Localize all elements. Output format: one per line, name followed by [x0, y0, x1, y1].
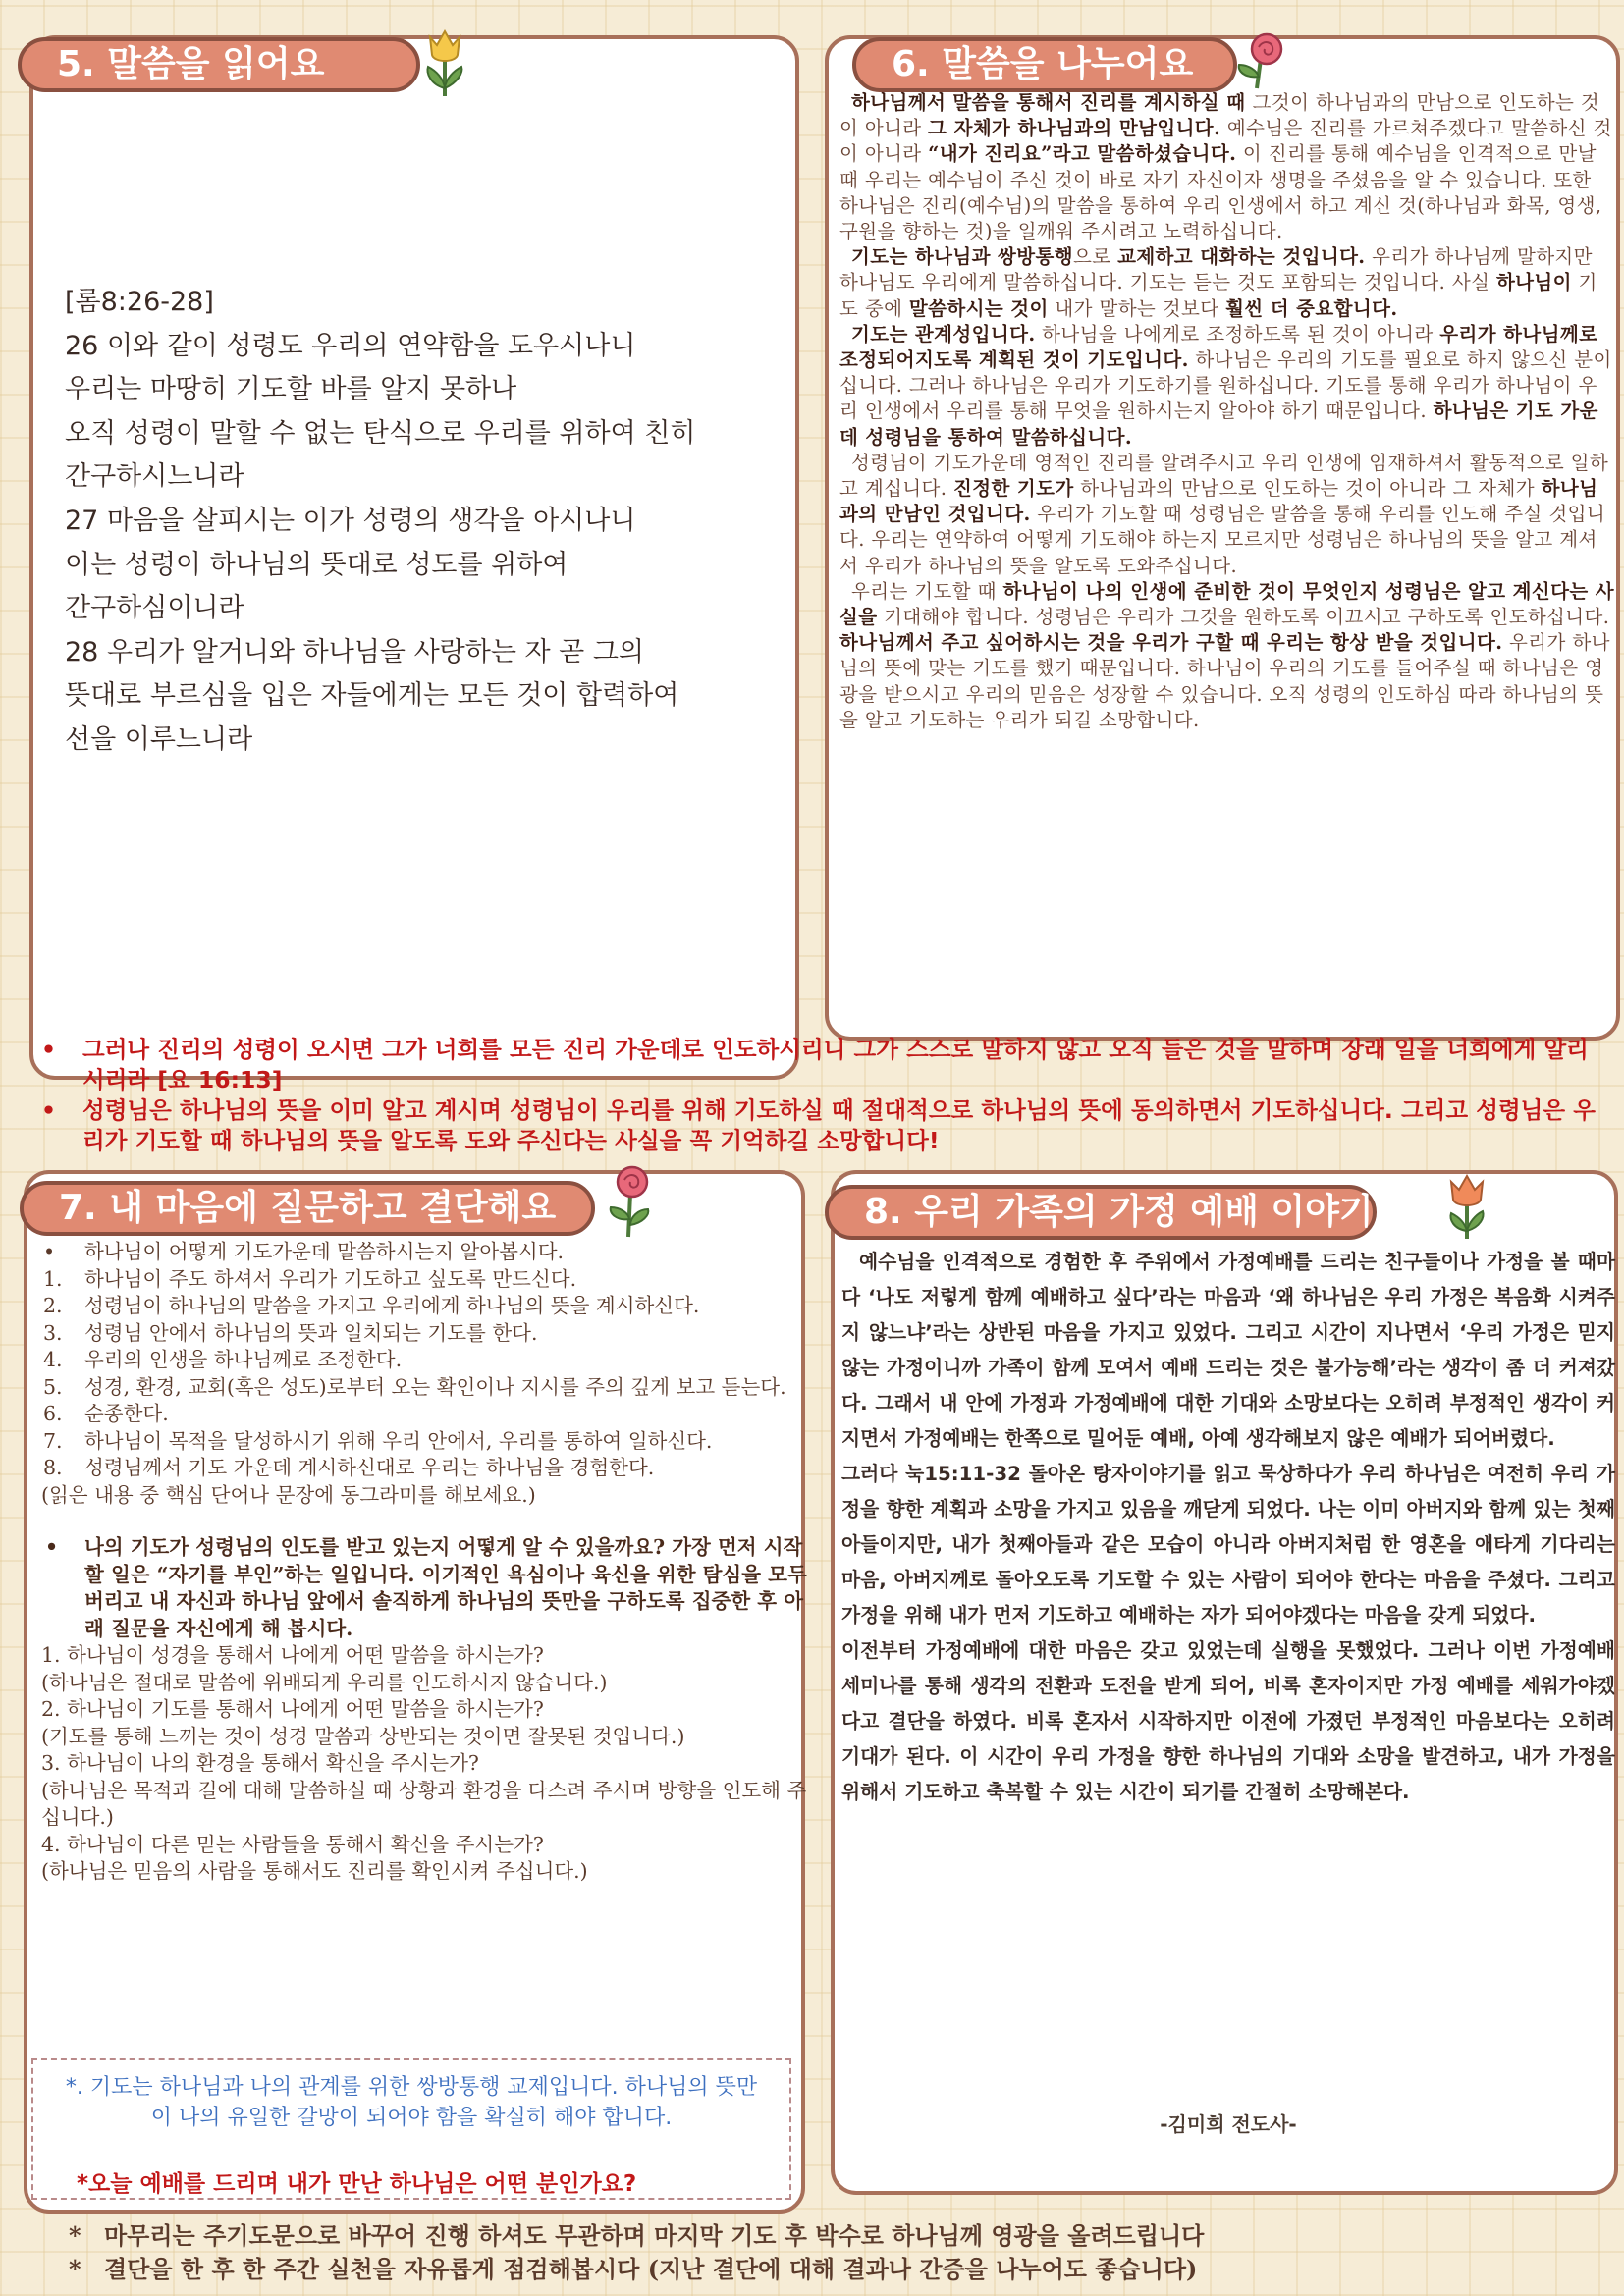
list-item: 4. 우리의 인생을 하나님께로 조정한다.: [43, 1348, 403, 1371]
question: 3. 하나님이 나의 환경을 통해서 확신을 주시는가?: [41, 1751, 479, 1775]
body-text: 예수님은 진리를 가르쳐주겠다고 말씀하신 것이 아니라: [839, 117, 1612, 166]
section7-title: 7. 내 마음에 질문하고 결단해요: [20, 1181, 595, 1236]
question-answer: (하나님은 절대로 말씀에 위배되게 우리를 인도하시지 않습니다.): [41, 1670, 608, 1694]
closing-notes: [69, 2219, 1600, 2286]
emphasis-text: 하나님이 나의 인생에 준비한 것이 무엇인지 성령님은 알고 계신다는 사실을: [839, 579, 1615, 629]
scripture-line: 28 우리가 알거니와 하나님을 사랑하는 자 곧 그의: [65, 636, 644, 667]
bullet-icon: •: [41, 1096, 57, 1124]
question-answer: (기도를 통해 느끼는 것이 성경 말씀과 상반되는 것이면 잘못된 것입니다.): [41, 1724, 685, 1748]
rose-icon: [1231, 31, 1294, 90]
list-item: 8. 성령님께서 기도 가운데 계시하신대로 우리는 하나님을 경험한다.: [43, 1456, 655, 1479]
question: 1. 하나님이 성경을 통해서 나에게 어떤 말씀을 하시는가?: [41, 1643, 544, 1667]
scripture-line: 선을 이루느니라: [65, 723, 253, 755]
bullet-icon: •: [45, 1535, 59, 1559]
emphasis-text: 우리가 하나님께로 조정되어지도록 계획된 것이 기도입니다.: [839, 322, 1598, 372]
emphasis-text: 그 자체가 하나님과의 만남입니다.: [928, 117, 1221, 140]
tulip-yellow-icon: [422, 24, 467, 98]
section7-body: [41, 1239, 807, 1886]
body-text: 성령님이 기도가운데 영적인 진리를 알려주시고 우리 인생에 임재하셔서 활동적으로 일하고 계십니다.: [839, 451, 1609, 501]
body-text: 하나님은 우리의 기도를 필요로 하지 않으신 분이십니다. 그러나 하나님은 우리가 기도하기를 원하십니다. 기도를 통해 우리가 하나님이 우리 인생에서 우리를 통해 무엇을 원하시는지 알아야 하기 때문입니다.: [839, 348, 1612, 423]
section5-title: 5. 말씀을 읽어요: [18, 37, 420, 92]
scripture-line: 우리는 마땅히 기도할 바를 알지 못하나: [65, 374, 517, 405]
scripture-line: 간구하심이니라: [65, 593, 244, 624]
scripture-line: 간구하시느니라: [65, 461, 244, 493]
story-paragraph: 그러다 눅15:11-32 돌아온 탕자이야기를 읽고 묵상하다가 우리 하나님은 여전히 우리 가정을 향한 계획과 소망을 가지고 있음을 깨닫게 되었다. 나는 이미 아버지와 함께 있는 첫째 아들이지만, 내가 첫째아들과 같은 모습이 아니라 아버지처럼 한 영혼을 애타게 기다리는 마음, 아버지께로 돌아오도록 기도할 수 있는 사람이 되어야 한다는 마음을 주셨다. 그리고 가정을 위해 내가 먼저 기도하고 예배하는 자가 되어야겠다는 마음을 갖게 되었다.: [841, 1463, 1615, 1627]
list-item: 7. 하나님이 목적을 달성하시기 위해 우리 안에서, 우리를 통하여 일하신다.: [43, 1428, 713, 1453]
key-verse-notes: [41, 1035, 1602, 1156]
intro-item: [41, 1239, 807, 1266]
body-text: 기도 중에: [839, 271, 1597, 320]
list-item: 5. 성경, 환경, 교회(혹은 성도)로부터 오는 확인이나 지시를 주의 깊게 보고 듣는다.: [43, 1374, 786, 1399]
emphasis-text: 하나님과의 만남인 것입니다.: [839, 477, 1598, 526]
emphasis-text: 진정한 기도가: [952, 477, 1074, 501]
key-verse-item: [41, 1035, 1602, 1095]
scripture-reference: [롬8:26-28]: [65, 287, 214, 317]
bullet-icon: •: [41, 1036, 57, 1063]
story-paragraph: 예수님을 인격적으로 경험한 후 주위에서 가정예배를 드리는 친구들이나 가정을 볼 때마다 ‘나도 저렇게 함께 예배하고 싶다’라는 마음과 ‘왜 하나님은 우리 가정은 복음화 시켜주지 않느냐’라는 상반된 마음을 가지고 있었다. 그리고 시간이 지나면서 ‘우리 가정은 믿지 않는 가정이니까 가족이 함께 모여서 예배 드리는 것은 불가능해’라는 생각이 좀 더 커져갔다. 그래서 내 안에 가정과 가정예배에 대한 기대와 소망보다는 오히려 부정적인 생각이 커지면서 가정예배는 한쪽으로 밀어둔 예배, 아예 생각해보지 않은 예배가 되어버렸다.: [841, 1251, 1615, 1450]
closing-note: * 결단을 한 후 한 주간 실천을 자유롭게 점검해봅시다 (지난 결단에 대해 결과나 간증을 나누어도 좋습니다): [69, 2253, 1600, 2286]
list-item: 3. 성령님 안에서 하나님의 뜻과 일치되는 기도를 한다.: [43, 1320, 538, 1345]
emphasis-text: 하나님은 기도 가운데 성령님을 통하여 말씀하십니다.: [839, 400, 1598, 449]
sharing-paragraph: [839, 579, 1615, 733]
list-item: 2. 성령님이 하나님의 말씀을 가지고 우리에게 하나님의 뜻을 계시하신다.: [43, 1294, 700, 1317]
section8-body: [841, 1245, 1615, 1810]
tulip-orange-icon: [1443, 1172, 1490, 1241]
story-paragraph: 이전부터 가정예배에 대한 마음은 갖고 있었는데 실행을 못했었다. 그러나 이번 가정예배 세미나를 통해 생각의 전환과 도전을 받게 되어, 비록 혼자이지만 가정 예배를 세워가야겠다고 결단을 하였다. 비록 혼자서 시작하지만 이전에 가졌던 부정적인 마음보다는 오히려 기대가 된다. 이 시간이 우리 가정을 향한 하나님의 기대와 소망을 발견하고, 내가 가정을 위해서 기도하고 축복할 수 있는 시간이 되기를 간절히 소망해본다.: [841, 1639, 1615, 1803]
emphasis-text: 기도는 하나님과 쌍방통행: [851, 245, 1073, 269]
body-text: 하나님을 나에게로 조정하도록 된 것이 아니라: [1035, 322, 1440, 346]
emphasis-text: 교제하고 대화하는 것입니다.: [1117, 245, 1366, 269]
list-item: 6. 순종한다.: [43, 1402, 169, 1425]
circle-instruction: (읽은 내용 중 핵심 단어나 문장에 동그라미를 해보세요.): [41, 1482, 536, 1507]
asterisk-icon: *: [69, 2221, 81, 2250]
scripture-line: 이는 성령이 하나님의 뜻대로 성도를 위하여: [65, 549, 568, 580]
sharing-paragraph: [839, 322, 1615, 451]
intro-text: 하나님이 어떻게 기도가운데 말씀하시는지 알아봅시다.: [84, 1240, 565, 1263]
body-text: 우리가 하나님의 뜻에 맞는 기도를 했기 때문입니다. 하나님이 우리의 기도를 들어주실 때 하나님은 영광을 받으시고 우리의 믿음은 성장할 수 있습니다. 오직 성령의 인도하심 따라 하나님의 뜻을 알고 기도하는 우리가 되길 소망합니다.: [839, 631, 1610, 731]
prayer-note-text: *. 기도는 하나님과 나의 관계를 위한 쌍방통행 교제입니다. 하나님의 뜻만이 나의 유일한 갈망이 되어야 함을 확실히 해야 합니다.: [65, 2075, 758, 2130]
question-answer: (하나님은 믿음의 사람을 통해서도 진리를 확인시켜 주십니다.): [41, 1859, 588, 1883]
scripture-line: 26 이와 같이 성령도 우리의 연약함을 도우시나니: [65, 330, 636, 361]
question: 4. 하나님이 다른 믿는 사람들을 통해서 확신을 주시는가?: [41, 1832, 544, 1856]
section6-title: 6. 말씀을 나누어요: [852, 37, 1237, 92]
body-text: 으로: [1073, 245, 1118, 269]
sharing-paragraph: [839, 90, 1615, 244]
emphasis-text: 기도는 관계성입니다.: [851, 322, 1036, 346]
emphasis-text: 말씀하시는 것이: [908, 296, 1049, 320]
sharing-paragraph: [839, 244, 1615, 322]
key-verse-text: 성령님은 하나님의 뜻을 이미 알고 계시며 성령님이 우리를 위해 기도하실 때 절대적으로 하나님의 뜻에 동의하면서 기도하십니다. 그리고 성령님은 우리가 기도할 때 하나님의 뜻을 알도록 도와 주신다는 사실을 꼭 기억하길 소망합니다!: [82, 1096, 1596, 1154]
list-item: 1. 하나님이 주도 하셔서 우리가 기도하고 싶도록 만드신다.: [43, 1266, 577, 1291]
asterisk-icon: *: [69, 2255, 81, 2283]
body-text: 내가 말하는 것보다: [1048, 296, 1226, 320]
body-text: 기대해야 합니다. 성령님은 우리가 그것을 원하도록 이끄시고 구하도록 인도하십니다.: [877, 606, 1610, 629]
body-text: 우리가 하나님께 말하지만 하나님도 우리에게 말씀하십니다. 기도는 듣는 것도 포함되는 것입니다. 사실: [839, 245, 1593, 294]
emphasis-text: 하나님께서 말씀을 통해서 진리를 계시하실 때: [851, 91, 1253, 114]
body-text: 우리는 기도할 때: [851, 579, 1003, 603]
reflection-question: *오늘 예배를 드리며 내가 만난 하나님은 어떤 분인가요?: [77, 2171, 637, 2197]
question-intro: • 나의 기도가 성령님의 인도를 받고 있는지 어떻게 알 수 있을까요? 가장 먼저 시작할 일은 “자기를 부인”하는 일입니다. 이기적인 욕심이나 육신을 위한 탐심을 모두 버리고 내 자신과 하나님 앞에서 솔직하게 하나님의 뜻만을 구하도록 집중한 후 아래 질문을 자신에게 해 봅시다.: [45, 1535, 807, 1640]
scripture-line: 오직 성령이 말할 수 없는 탄식으로 우리를 위하여 친히: [65, 417, 696, 449]
section6-body: [839, 90, 1615, 733]
bullet-icon: •: [43, 1240, 56, 1263]
emphasis-text: 훨씬 더 중요합니다.: [1225, 296, 1398, 320]
scripture-line: 뜻대로 부르심을 입은 자들에게는 모든 것이 합력하여: [65, 680, 679, 712]
key-verse-text: 그러나 진리의 성령이 오시면 그가 너희를 모든 진리 가운데로 인도하시리니 그가 스스로 말하지 않고 오직 들은 것을 말하며 장래 일을 너희에게 알리시리라 [요 16:13]: [82, 1036, 1589, 1094]
scripture-line: 27 마음을 살피시는 이가 성령의 생각을 아시나니: [65, 505, 636, 536]
key-verse-item: [41, 1095, 1602, 1156]
section5-scripture: [65, 281, 772, 763]
emphasis-text: 하나님이: [1495, 271, 1572, 294]
emphasis-text: 하나님께서 주고 싶어하시는 것을 우리가 구할 때 우리는 항상 받을 것입니다.: [839, 631, 1503, 655]
author-signature: -김미희 전도사-: [1160, 2112, 1297, 2136]
section8-title: 8. 우리 가족의 가정 예배 이야기: [825, 1185, 1377, 1240]
body-text: 이 진리를 통해 예수님을 인격적으로 만날 때 우리는 예수님이 주신 것이 바로 자기 자신이자 생명을 주셨음을 알 수 있습니다. 또한 하나님은 진리(예수님)의 말씀을 통하여 우리 인생에서 하고 계신 것(하나님과 화목, 영생, 구원을 향하는 것)을 일깨워 주시려고 노력하십니다.: [839, 142, 1602, 243]
body-text: 하나님과의 만남으로 인도하는 것이 아니라 그 자체가: [1073, 477, 1542, 501]
rose-icon: [603, 1164, 660, 1239]
body-text: 우리가 기도할 때 성령님은 말씀을 통해 우리를 인도해 주실 것입니다. 우리는 연약하여 어떻게 기도해야 하는지 모르지만 성령님은 하나님의 뜻을 알고 계셔서 우리가 하나님의 뜻을 알도록 도와주십니다.: [839, 503, 1606, 577]
body-text: 그것이 하나님과의 만남으로 인도하는 것이 아니라: [839, 91, 1600, 140]
question-answer: (하나님은 목적과 길에 대해 말씀하실 때 상황과 환경을 다스려 주시며 방향을 인도해 주십니다.): [41, 1778, 807, 1829]
emphasis-text: “내가 진리요”라고 말씀하셨습니다.: [928, 142, 1237, 166]
question: 2. 하나님이 기도를 통해서 나에게 어떤 말씀을 하시는가?: [41, 1697, 544, 1721]
closing-note: * 마무리는 주기도문으로 바꾸어 진행 하셔도 무관하며 마지막 기도 후 박수로 하나님께 영광을 올려드립니다: [69, 2219, 1600, 2253]
sharing-paragraph: [839, 451, 1615, 579]
